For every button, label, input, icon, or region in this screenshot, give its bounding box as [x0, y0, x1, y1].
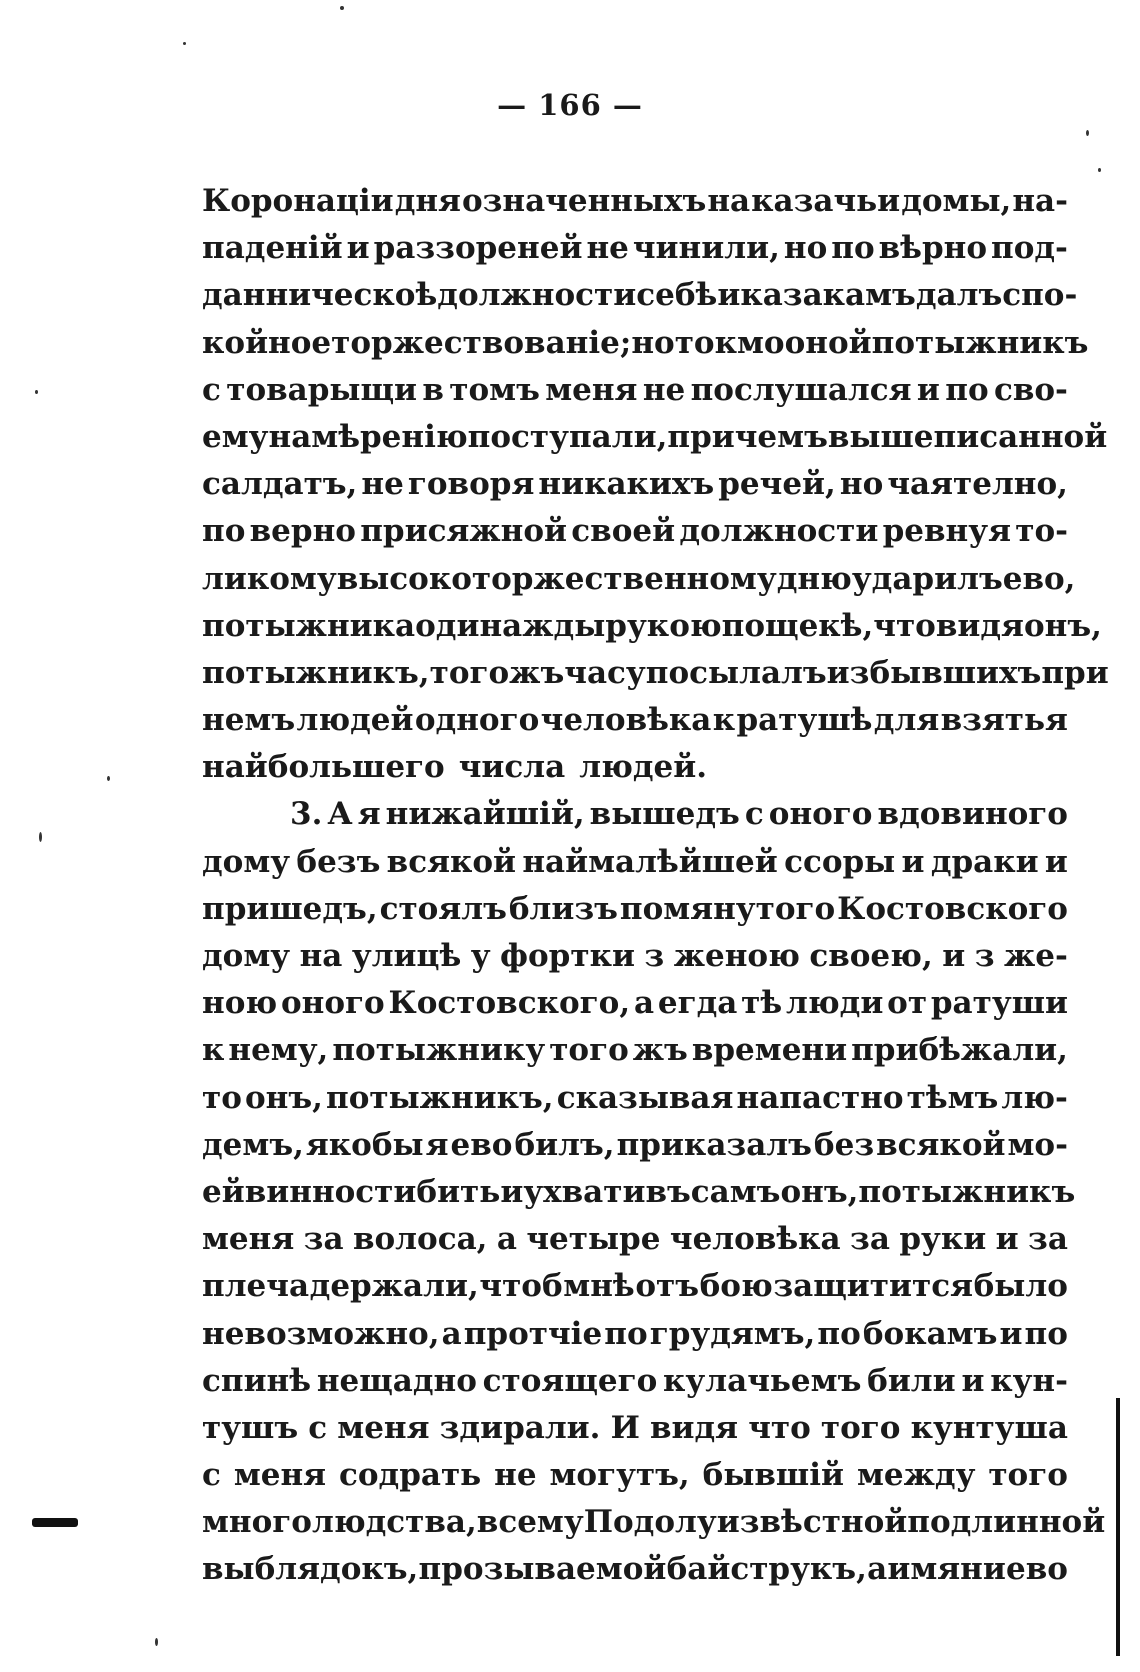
- word: данническоѣ: [202, 277, 438, 314]
- word: а: [867, 1551, 888, 1588]
- word: ему: [202, 418, 269, 455]
- text-line: [202, 1499, 1106, 1546]
- word: товарыщи: [226, 371, 418, 408]
- word: якобы: [305, 1126, 424, 1163]
- word: одного: [414, 702, 540, 739]
- text-line: [202, 697, 1068, 744]
- word: ей: [202, 1173, 245, 1210]
- text-line: [202, 1075, 1068, 1122]
- word: И: [610, 1409, 640, 1446]
- speck: [155, 1638, 158, 1646]
- word: протчіе: [463, 1315, 603, 1352]
- word: вышеписанной: [827, 418, 1108, 455]
- word: лю-: [1001, 1079, 1068, 1116]
- word: салдатъ,: [202, 466, 358, 503]
- word: при: [1041, 654, 1109, 691]
- word: всему: [476, 1504, 584, 1541]
- word: за: [850, 1221, 890, 1258]
- word: потыжнику: [332, 1032, 546, 1069]
- word: прозываемой: [418, 1551, 667, 1588]
- word: поступали,: [467, 418, 668, 455]
- word: Подолу: [583, 1504, 717, 1541]
- text-line: [202, 1027, 1068, 1074]
- word: с: [744, 796, 764, 833]
- word: торжествованіе;: [331, 324, 632, 361]
- word: но: [839, 466, 884, 503]
- word: из: [826, 654, 870, 691]
- word: того: [988, 1457, 1068, 1494]
- word: невозможно,: [202, 1315, 440, 1352]
- word: раззореней: [373, 230, 583, 267]
- word: но: [631, 324, 675, 361]
- word: паденій: [202, 230, 343, 267]
- word: мо-: [1007, 1126, 1068, 1163]
- word: людей: [296, 702, 414, 739]
- word: наймалѣйшей: [522, 843, 778, 880]
- word: жъ: [632, 1032, 688, 1069]
- word: от: [887, 985, 928, 1022]
- text-line: [202, 980, 1068, 1027]
- word: то-: [1015, 513, 1068, 550]
- word: подлинной: [907, 1504, 1106, 1541]
- word: улицѣ: [351, 938, 462, 974]
- speck: [107, 776, 110, 781]
- word: бить: [416, 1173, 501, 1210]
- word: меня: [337, 1409, 430, 1446]
- word: четыре: [526, 1221, 661, 1258]
- word: своей: [571, 513, 676, 550]
- text-line: [202, 1169, 1076, 1216]
- text-line: [202, 650, 1109, 697]
- word: 3.: [290, 796, 323, 833]
- word: дому: [202, 843, 291, 880]
- word: бою: [699, 1268, 773, 1305]
- word: видя: [649, 1409, 739, 1446]
- word: потыжникъ,: [202, 654, 430, 691]
- word: сво-: [993, 371, 1068, 408]
- word: волоса,: [352, 1221, 488, 1258]
- word: дню: [776, 560, 852, 597]
- word: кулачьемъ: [663, 1362, 862, 1399]
- word: меня: [545, 371, 638, 408]
- word: нему,: [228, 1032, 329, 1069]
- word: ево: [1006, 1551, 1068, 1588]
- text-line: [202, 1216, 1068, 1263]
- word: же-: [1003, 938, 1068, 974]
- word: сказывая: [556, 1079, 734, 1116]
- word: прибѣжали,: [851, 1032, 1068, 1069]
- word: потыжникъ: [871, 324, 1089, 361]
- word: всякой: [386, 843, 517, 880]
- speck: [1098, 168, 1101, 172]
- word: били: [867, 1362, 956, 1399]
- word: егда: [657, 985, 738, 1022]
- speck: [35, 390, 38, 394]
- word: чтоб: [479, 1268, 563, 1305]
- word: и: [942, 938, 966, 974]
- word: з: [974, 938, 995, 974]
- word: многолюдства,: [202, 1504, 477, 1541]
- word: не: [494, 1457, 537, 1494]
- word: по: [202, 513, 246, 550]
- text-line: [202, 603, 1102, 650]
- word: билъ,: [514, 1126, 615, 1163]
- word: найбольшего: [202, 749, 445, 786]
- word: посылалъ: [645, 654, 827, 691]
- word: казачьи: [751, 183, 901, 219]
- word: в: [422, 371, 444, 408]
- word: что: [873, 607, 936, 644]
- word: человѣка: [669, 1221, 841, 1258]
- word: близъ: [508, 890, 618, 927]
- word: по: [721, 607, 766, 644]
- word: для: [873, 702, 940, 739]
- word: чаятелно,: [887, 466, 1068, 503]
- word: извѣстной: [716, 1504, 908, 1541]
- word: содрать: [338, 1457, 482, 1494]
- text-line: [202, 1546, 1068, 1593]
- word: было: [973, 1268, 1068, 1305]
- word: всякой: [876, 1126, 1006, 1163]
- word: з: [644, 938, 665, 974]
- word: казакамъ: [740, 277, 916, 314]
- word: дня: [394, 183, 461, 219]
- word: и: [500, 1173, 524, 1210]
- word: потыжникъ,: [326, 1079, 554, 1116]
- text-line: [202, 178, 1068, 225]
- word: людей.: [579, 749, 708, 786]
- word: меня: [233, 1457, 327, 1494]
- word: с: [202, 371, 221, 408]
- word: стоялъ: [379, 890, 507, 927]
- word: спинѣ: [202, 1362, 312, 1399]
- word: далъ: [915, 277, 1003, 314]
- word: не: [642, 371, 686, 408]
- word: бывшій: [702, 1457, 845, 1494]
- word: рукою: [605, 607, 722, 644]
- word: у: [470, 938, 491, 974]
- word: ратушѣ: [736, 702, 873, 739]
- word: и: [346, 230, 370, 267]
- text-line: [202, 1122, 1068, 1169]
- word: за: [1028, 1221, 1068, 1258]
- word: по: [1024, 1315, 1068, 1352]
- word: ликому: [202, 560, 337, 597]
- word: томъ: [449, 371, 540, 408]
- word: пришедъ,: [202, 890, 378, 927]
- word: человѣка: [540, 702, 712, 739]
- word: здирали.: [439, 1409, 601, 1446]
- word: по: [945, 371, 989, 408]
- word: и: [1044, 843, 1068, 880]
- word: онъ,: [244, 1079, 323, 1116]
- word: байструкъ,: [666, 1551, 867, 1588]
- word: высокоторжественному: [336, 560, 777, 597]
- word: и: [916, 371, 940, 408]
- word: Коронаціи: [202, 183, 394, 219]
- body-text: [202, 178, 1109, 1594]
- word: демъ,: [202, 1126, 304, 1163]
- word: по: [831, 230, 875, 267]
- word: видя: [935, 607, 1024, 644]
- word: послушался: [690, 371, 912, 408]
- word: между: [856, 1457, 976, 1494]
- text-line: [202, 886, 1068, 933]
- word: говоря: [407, 466, 535, 503]
- word: себѣ: [636, 277, 718, 314]
- word: ною: [202, 985, 278, 1022]
- text-line: [202, 791, 1068, 838]
- word: бывшихъ: [869, 654, 1042, 691]
- word: потыжника: [202, 607, 416, 644]
- word: вѣрно: [878, 230, 988, 267]
- word: а: [633, 985, 655, 1022]
- word: на-: [1012, 183, 1068, 219]
- speck: [1086, 130, 1089, 136]
- word: руки: [899, 1221, 987, 1258]
- word: выблядокъ,: [202, 1551, 419, 1588]
- word: самъ: [690, 1173, 781, 1210]
- text-line: [202, 556, 1076, 603]
- word: имяни: [887, 1551, 1006, 1588]
- word: числа: [458, 749, 566, 786]
- word: и: [961, 1362, 985, 1399]
- word: никакихъ: [538, 466, 715, 503]
- speck: [39, 832, 42, 842]
- text-line: [202, 225, 1068, 272]
- word: отъ: [635, 1268, 699, 1305]
- word: к: [712, 702, 736, 739]
- word: напастно: [736, 1079, 904, 1116]
- word: ево,: [1002, 560, 1076, 597]
- word: того: [429, 654, 510, 691]
- word: я: [357, 796, 381, 833]
- word: присяжной: [360, 513, 568, 550]
- text-line: [202, 744, 1068, 791]
- word: плеча: [202, 1268, 310, 1305]
- speck: [340, 6, 344, 10]
- word: меня: [202, 1221, 295, 1258]
- word: токмо: [674, 324, 785, 361]
- word: того: [820, 1409, 901, 1446]
- text-line: [202, 367, 1068, 414]
- word: означенныхъ: [461, 183, 707, 219]
- word: одинажды: [415, 607, 606, 644]
- word: вдовиного: [877, 796, 1068, 833]
- word: того: [549, 1032, 629, 1069]
- word: оной: [784, 324, 872, 361]
- word: Костовского: [837, 890, 1068, 927]
- text-line: [202, 839, 1068, 886]
- word: за: [303, 1221, 344, 1258]
- word: немъ: [202, 702, 296, 739]
- text-line: [202, 508, 1068, 555]
- word: кун-: [990, 1362, 1068, 1399]
- word: на: [299, 938, 343, 974]
- word: не: [361, 466, 404, 503]
- word: держали,: [309, 1268, 479, 1305]
- word: койное: [202, 324, 332, 361]
- word: и: [901, 843, 925, 880]
- text-line: [202, 461, 1068, 508]
- word: должности: [679, 513, 879, 550]
- text-line: [202, 272, 1078, 319]
- word: верно: [249, 513, 356, 550]
- word: грудямъ,: [649, 1315, 816, 1352]
- word: ссоры: [784, 843, 896, 880]
- text-line: [202, 933, 1068, 980]
- word: тѣмъ: [906, 1079, 999, 1116]
- word: кунтуша: [910, 1409, 1068, 1446]
- word: потыжникъ: [858, 1173, 1076, 1210]
- word: вышедъ: [589, 796, 740, 833]
- word: на: [707, 183, 751, 219]
- word: могутъ,: [549, 1457, 690, 1494]
- margin-mark: [32, 1518, 78, 1527]
- word: к: [202, 1032, 225, 1069]
- word: оного: [280, 985, 385, 1022]
- word: фортки: [500, 938, 635, 974]
- word: нещадно: [316, 1362, 477, 1399]
- word: без: [813, 1126, 875, 1163]
- word: люди: [786, 985, 884, 1022]
- text-line: [202, 414, 1108, 461]
- word: с: [308, 1409, 328, 1446]
- word: причемъ: [667, 418, 828, 455]
- word: а: [441, 1315, 462, 1352]
- word: речей,: [718, 466, 836, 503]
- word: чинили,: [632, 230, 780, 267]
- word: по: [604, 1315, 648, 1352]
- word: щекѣ,: [765, 607, 874, 644]
- word: под-: [991, 230, 1068, 267]
- word: приказалъ: [616, 1126, 812, 1163]
- word: тушъ: [202, 1409, 299, 1446]
- word: безъ: [296, 843, 381, 880]
- text-line: [202, 1311, 1068, 1358]
- word: не: [586, 230, 629, 267]
- word: жъ: [509, 654, 565, 691]
- word: домы,: [901, 183, 1012, 219]
- page-number: — 166 —: [497, 88, 643, 122]
- word: своею,: [809, 938, 933, 974]
- word: намѣренію: [268, 418, 468, 455]
- word: спо-: [1002, 277, 1078, 314]
- margin-rule: [1116, 1398, 1120, 1656]
- word: стоящего: [482, 1362, 658, 1399]
- word: и: [717, 277, 741, 314]
- word: по: [817, 1315, 861, 1352]
- word: ево: [450, 1126, 513, 1163]
- text-line: [202, 1405, 1068, 1452]
- word: винности: [244, 1173, 417, 1210]
- word: защитится: [773, 1268, 973, 1305]
- word: ревнуя: [882, 513, 1011, 550]
- word: бокамъ: [862, 1315, 998, 1352]
- word: помянутого: [619, 890, 836, 927]
- word: взятья: [940, 702, 1068, 739]
- word: но: [783, 230, 828, 267]
- text-line: [202, 320, 1089, 367]
- word: оного: [768, 796, 873, 833]
- word: мнѣ: [563, 1268, 635, 1305]
- word: Костовского,: [388, 985, 631, 1022]
- word: драки: [930, 843, 1039, 880]
- word: времени: [691, 1032, 848, 1069]
- word: дому: [202, 938, 291, 974]
- speck: [183, 42, 186, 45]
- word: ударилъ: [851, 560, 1003, 597]
- word: женою: [673, 938, 800, 974]
- word: должности: [437, 277, 637, 314]
- text-line: [202, 1358, 1068, 1405]
- word: что: [748, 1409, 811, 1446]
- word: и: [995, 1221, 1019, 1258]
- word: ухвативъ: [523, 1173, 691, 1210]
- word: онъ,: [1023, 607, 1102, 644]
- word: нижайшій,: [385, 796, 585, 833]
- word: и: [999, 1315, 1023, 1352]
- word: онъ,: [780, 1173, 859, 1210]
- text-line: [202, 1452, 1068, 1499]
- word: тѣ: [741, 985, 783, 1022]
- word: часу: [564, 654, 646, 691]
- word: то: [202, 1079, 242, 1116]
- word: с: [202, 1457, 221, 1494]
- text-line: [202, 1263, 1068, 1310]
- word: а: [496, 1221, 517, 1258]
- word: А: [327, 796, 353, 833]
- word: ратуши: [930, 985, 1068, 1022]
- word: я: [425, 1126, 449, 1163]
